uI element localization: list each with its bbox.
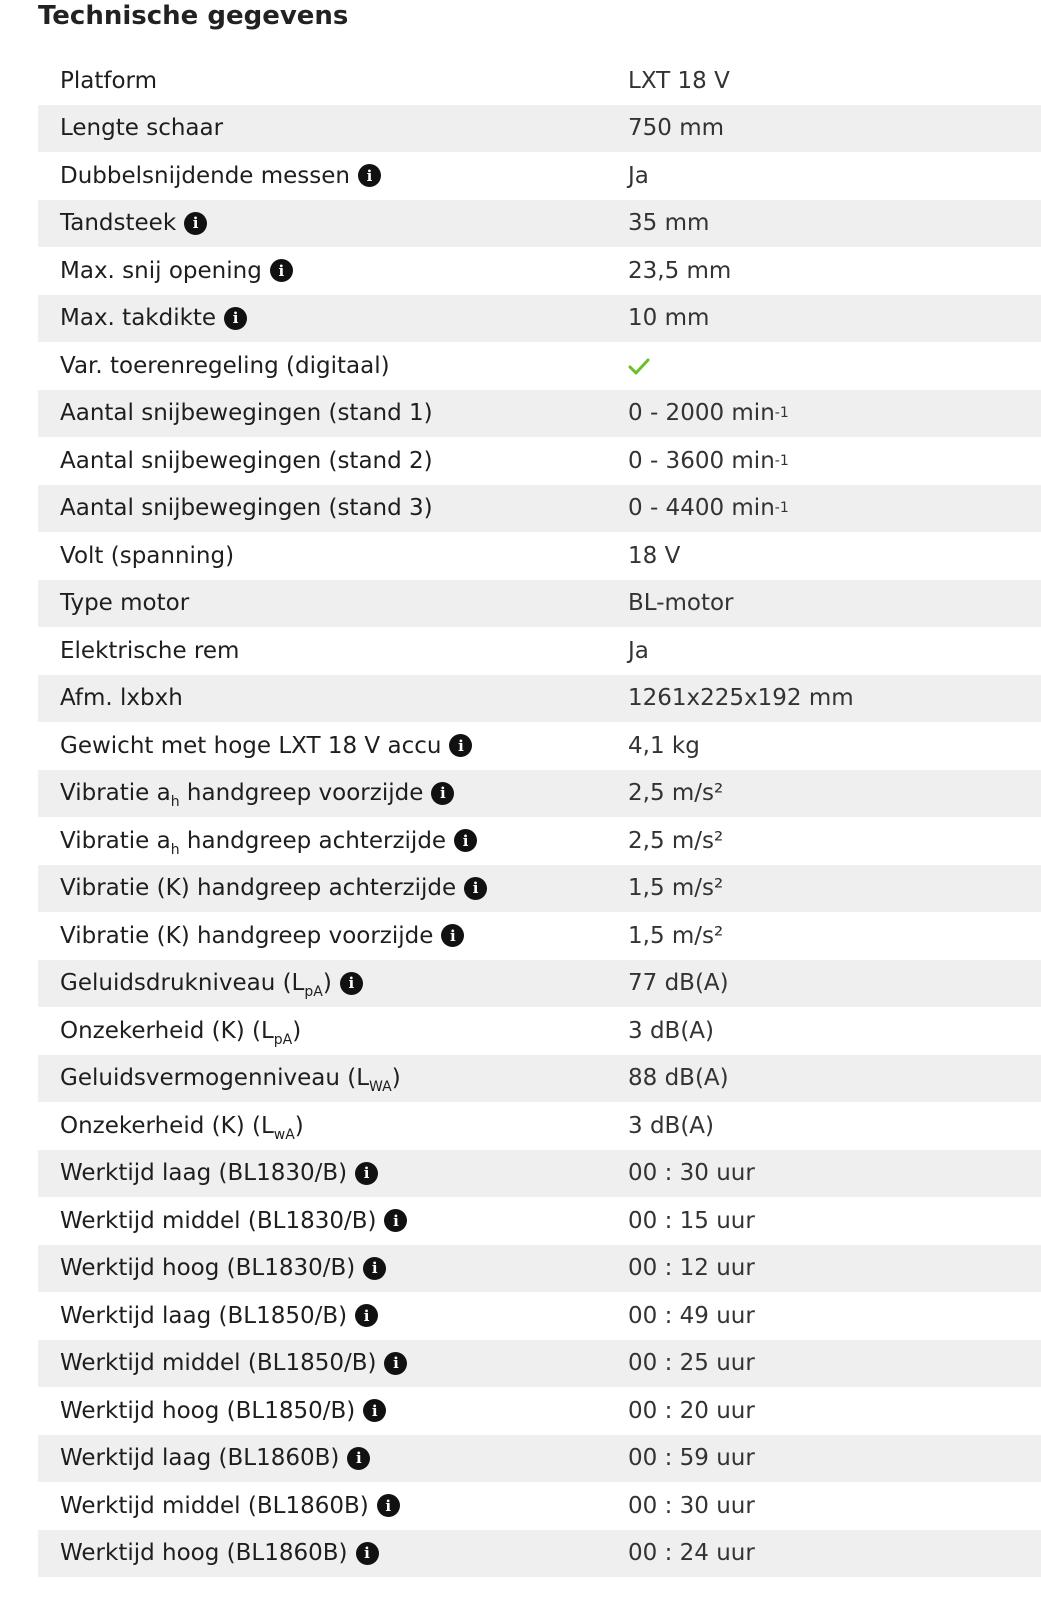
spec-label-text: Werktijd laag (BL1860B) [60, 1445, 340, 1472]
spec-label [38, 353, 628, 379]
spec-label-text: Elektrische rem [60, 637, 240, 664]
spec-label [38, 780, 628, 811]
spec-label [38, 210, 628, 236]
spec-label [38, 590, 628, 616]
spec-label-text: Vibratie (K) handgreep achterzijde [60, 875, 457, 902]
spec-label-text: Aantal snijbewegingen (stand 2) [60, 447, 433, 474]
spec-row [38, 817, 1041, 865]
spec-label-text: Dubbelsnijdende messen [60, 162, 351, 189]
info-icon[interactable]: i [384, 1352, 407, 1375]
spec-value: Ja [628, 637, 649, 664]
info-icon[interactable]: i [184, 212, 207, 235]
spec-label-text: Onzekerheid (K) $(L_{pA})$ [60, 1017, 302, 1048]
spec-label [38, 638, 628, 664]
spec-value: 4,1 kg [628, 732, 700, 759]
spec-row [38, 1055, 1041, 1103]
check-icon [628, 355, 650, 377]
spec-label-text: Max. snij opening [60, 257, 262, 284]
spec-label-text: Type motor [60, 590, 190, 617]
spec-label-text: Werktijd middel (BL1830/B) [60, 1207, 377, 1234]
spec-label [38, 685, 628, 711]
spec-row [38, 532, 1041, 580]
info-icon[interactable]: i [464, 877, 487, 900]
spec-label-text: Lengte schaar [60, 115, 224, 142]
spec-value: 88 dB(A) [628, 1065, 729, 1092]
spec-label [38, 1398, 628, 1424]
info-icon[interactable]: i [356, 1542, 379, 1565]
spec-value: 18 V [628, 542, 681, 569]
spec-label-text: Vibratie $a_h$ handgreep voorzijde [60, 780, 424, 811]
spec-value: 750 mm [628, 115, 725, 142]
spec-label-text: Var. toerenregeling (digitaal) [60, 352, 390, 379]
spec-row [38, 1292, 1041, 1340]
spec-row [38, 105, 1041, 153]
spec-row [38, 627, 1041, 675]
spec-row [38, 485, 1041, 533]
spec-label-text: Platform [60, 67, 157, 94]
spec-value: 0 - 2000 min -1 [628, 400, 789, 427]
spec-label-text: Vibratie (K) handgreep voorzijde [60, 922, 434, 949]
info-icon[interactable]: i [355, 1162, 378, 1185]
spec-row [38, 1340, 1041, 1388]
spec-label [38, 543, 628, 569]
spec-value: 35 mm [628, 210, 710, 237]
spec-row [38, 722, 1041, 770]
spec-value: 00 : 30 uur [628, 1160, 755, 1187]
spec-label [38, 1017, 628, 1048]
spec-row [38, 675, 1041, 723]
spec-label [38, 1540, 628, 1566]
spec-value: 2,5 m/s² [628, 827, 724, 854]
spec-label [38, 1493, 628, 1519]
spec-row [38, 960, 1041, 1008]
info-icon[interactable]: i [377, 1494, 400, 1517]
info-icon[interactable]: i [449, 734, 472, 757]
spec-row [38, 1102, 1041, 1150]
spec-label [38, 1065, 628, 1096]
spec-label [38, 163, 628, 189]
spec-value: Ja [628, 162, 649, 189]
info-icon[interactable]: i [270, 259, 293, 282]
spec-label [38, 1445, 628, 1471]
info-icon[interactable]: i [384, 1209, 407, 1232]
spec-label [38, 258, 628, 284]
spec-value: 0 - 3600 min -1 [628, 447, 789, 474]
spec-value: 00 : 20 uur [628, 1397, 755, 1424]
spec-row [38, 865, 1041, 913]
spec-label-text: Vibratie $a_h$ handgreep achterzijde [60, 827, 447, 858]
spec-label [38, 1112, 628, 1143]
spec-row [38, 1197, 1041, 1245]
spec-value: 10 mm [628, 305, 710, 332]
info-icon[interactable]: i [358, 164, 381, 187]
spec-row [38, 580, 1041, 628]
spec-value: 00 : 49 uur [628, 1302, 755, 1329]
spec-row [38, 1245, 1041, 1293]
info-icon[interactable]: i [347, 1447, 370, 1470]
spec-value: 1,5 m/s² [628, 922, 724, 949]
spec-row [38, 1482, 1041, 1530]
spec-label-text: Geluidsvermogenniveau $(L_{WA})$ [60, 1065, 401, 1096]
spec-label [38, 115, 628, 141]
info-icon[interactable]: i [340, 972, 363, 995]
spec-value: 00 : 59 uur [628, 1445, 755, 1472]
info-icon[interactable]: i [363, 1399, 386, 1422]
spec-label-text: Aantal snijbewegingen (stand 1) [60, 400, 433, 427]
spec-value: BL-motor [628, 590, 734, 617]
spec-label [38, 400, 628, 426]
info-icon[interactable]: i [355, 1304, 378, 1327]
spec-row [38, 342, 1041, 390]
spec-value: 1,5 m/s² [628, 875, 724, 902]
spec-label-text: Volt (spanning) [60, 542, 235, 569]
spec-value: LXT 18 V [628, 67, 730, 94]
spec-row [38, 1007, 1041, 1055]
spec-label-text: Tandsteek [60, 210, 177, 237]
spec-value: 00 : 15 uur [628, 1207, 755, 1234]
spec-row [38, 295, 1041, 343]
spec-label-text: Werktijd hoog (BL1850/B) [60, 1397, 356, 1424]
spec-label-text: Geluidsdrukniveau $(L_{pA})$ [60, 970, 332, 1001]
spec-value: 2,5 m/s² [628, 780, 724, 807]
spec-label [38, 827, 628, 858]
info-icon[interactable]: i [454, 829, 477, 852]
spec-value: 00 : 24 uur [628, 1540, 755, 1567]
info-icon[interactable]: i [431, 782, 454, 805]
spec-label [38, 733, 628, 759]
spec-label [38, 875, 628, 901]
spec-value: 0 - 4400 min -1 [628, 495, 789, 522]
spec-value: 77 dB(A) [628, 970, 729, 997]
spec-label-text: Werktijd middel (BL1860B) [60, 1492, 369, 1519]
spec-label [38, 1350, 628, 1376]
spec-row [38, 152, 1041, 200]
info-icon[interactable]: i [363, 1257, 386, 1280]
spec-row [38, 1530, 1041, 1578]
spec-row [38, 390, 1041, 438]
spec-row [38, 200, 1041, 248]
spec-label [38, 1303, 628, 1329]
spec-value: 1261x225x192 mm [628, 685, 854, 712]
spec-value: 00 : 30 uur [628, 1492, 755, 1519]
spec-label-text: Werktijd hoog (BL1860B) [60, 1540, 348, 1567]
spec-value: 23,5 mm [628, 257, 732, 284]
spec-label-text: Gewicht met hoge LXT 18 V accu [60, 732, 442, 759]
spec-label [38, 1160, 628, 1186]
spec-label [38, 448, 628, 474]
info-icon[interactable]: i [224, 307, 247, 330]
spec-row [38, 247, 1041, 295]
spec-label [38, 970, 628, 1001]
spec-value [628, 355, 650, 377]
spec-label [38, 68, 628, 94]
spec-row [38, 912, 1041, 960]
spec-table [38, 57, 1041, 1577]
spec-label-text: Werktijd middel (BL1850/B) [60, 1350, 377, 1377]
spec-row [38, 1435, 1041, 1483]
spec-label-text: Werktijd laag (BL1850/B) [60, 1302, 348, 1329]
spec-label-text: Werktijd laag (BL1830/B) [60, 1160, 348, 1187]
spec-label [38, 923, 628, 949]
spec-label [38, 1255, 628, 1281]
spec-row [38, 437, 1041, 485]
spec-value: 00 : 12 uur [628, 1255, 755, 1282]
spec-label-text: Aantal snijbewegingen (stand 3) [60, 495, 433, 522]
info-icon[interactable]: i [441, 924, 464, 947]
spec-value: 3 dB(A) [628, 1112, 715, 1139]
spec-label-text: Werktijd hoog (BL1830/B) [60, 1255, 356, 1282]
spec-row [38, 1387, 1041, 1435]
spec-label-text: Onzekerheid (K) $(L_{wA})$ [60, 1112, 304, 1143]
spec-label [38, 495, 628, 521]
spec-label-text: Max. takdikte [60, 305, 217, 332]
page-title: Technische gegevens [38, 1, 349, 31]
spec-label [38, 305, 628, 331]
spec-label [38, 1208, 628, 1234]
spec-row [38, 770, 1041, 818]
spec-label-text: Afm. lxbxh [60, 685, 183, 712]
spec-row [38, 57, 1041, 105]
spec-value: 00 : 25 uur [628, 1350, 755, 1377]
spec-value: 3 dB(A) [628, 1017, 715, 1044]
spec-row [38, 1150, 1041, 1198]
